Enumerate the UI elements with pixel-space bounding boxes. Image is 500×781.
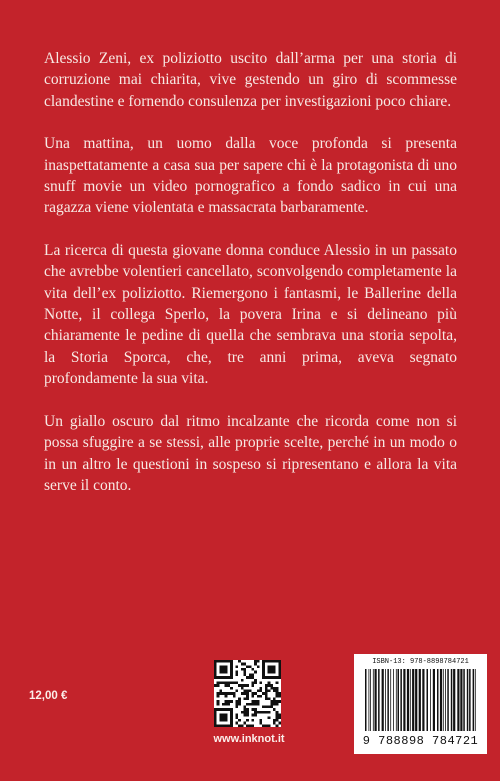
blurb-paragraph-4: Un giallo oscuro dal ritmo incalzante che ricorda come non si possa sfuggire a se stessi, alle proprie scelte, perché in un modo o in un altro le questioni in sospeso si ripresentano e allora la vita serve il conto. [44,412,457,494]
barcode-bars-icon [363,669,478,731]
isbn-digits: 9 788898 784721 [362,734,479,748]
isbn-barcode [354,654,487,754]
isbn-label: ISBN-13: 978-8898784721 [372,658,469,666]
website-link[interactable]: www.inknot.it [213,733,285,745]
price-label: 12,00 € [29,690,68,702]
blurb [44,48,457,517]
blurb-paragraph-3: La ricerca di questa giovane donna conduce Alessio in un passato che avrebbe volentieri cancellato, sconvolgendo completamente la vita dell’ex poliziotto. Riemergono i fantasmi, le Ballerine della Notte, il collega Sperlo, la povera Irina e si delineano più chiaramente le pedine di quella che sembrava una storia sepolta, la Storia Sporca, che, tre anni prima, aveva segnato profondamente la sua vita. [44,241,457,388]
blurb-paragraph-1: Alessio Zeni, ex poliziotto uscito dall’arma per una storia di corruzione mai chiarita, vive gestendo un giro di scommesse clandestine e fornendo consulenza per investigazioni poco chiare. [44,50,457,110]
blurb-paragraph-2: Una mattina, un uomo dalla voce profonda si presenta inaspettatamente a casa sua per sapere chi è la protagonista di uno snuff movie un video pornografico a fondo sadico in cui una ragazza viene violentata e massacrata barbaramente. [44,135,457,217]
qr-code-icon [214,660,281,727]
